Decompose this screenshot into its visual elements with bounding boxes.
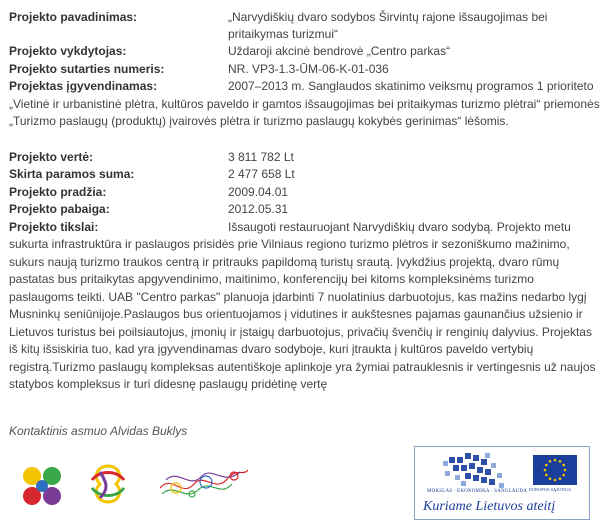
- project-contract-row: [9, 61, 601, 79]
- project-executor-value: Uždaroji akcinė bendrovė „Centro parkas“: [228, 44, 451, 58]
- project-funding-value: 2 477 658 Lt: [228, 167, 295, 181]
- project-funding-row: [9, 166, 601, 184]
- project-contract-value: NR. VP3-1.3-ŪM-06-K-01-036: [228, 61, 389, 76]
- project-implemented-value: 2007–2013 m. Sanglaudos skatinimo veiksmų programos 1 prioriteto: [228, 79, 594, 93]
- project-info: [9, 0, 601, 394]
- project-goals: [9, 219, 601, 394]
- project-value-row: [9, 149, 601, 167]
- pixel-map-icon: [441, 451, 511, 491]
- project-contract-label: Projekto sutarties numeris:: [9, 61, 165, 76]
- project-goals-label: Projekto tikslai:: [9, 219, 99, 234]
- flower-logo-icon: [20, 464, 64, 508]
- eu-funding-logo: [414, 446, 590, 520]
- project-name-value: „Narvydiškių dvaro sodybos Širvintų rajone išsaugojimas bei pritaikymas turizmui“: [228, 10, 548, 41]
- project-executor-row: [9, 43, 601, 61]
- project-value-value: 3 811 782 Lt: [228, 149, 294, 164]
- project-implemented-row: [9, 78, 601, 96]
- project-start-row: [9, 184, 601, 202]
- project-name-label: Projekto pavadinimas:: [9, 10, 138, 24]
- footer-logos: [0, 444, 609, 523]
- line-art-logo-icon: [156, 454, 252, 506]
- contact-person: Kontaktinis asmuo Alvidas Buklys: [9, 424, 188, 438]
- eu-union-label: EUROPOS SĄJUNGA: [529, 487, 572, 492]
- project-end-row: [9, 201, 601, 219]
- project-end-label: Projekto pabaiga:: [9, 202, 110, 216]
- project-start-label: Projekto pradžia:: [9, 184, 107, 199]
- knot-logo-icon: [84, 460, 132, 508]
- eu-org-line: MOKSLAS · EKONOMIKA · SANGLAUDA: [427, 489, 528, 494]
- project-implemented-continuation: „Vietinė ir urbanistinė plėtra, kultūros paveldo ir gamtos išsaugojimas bei pritaikymas turizmo plėtrai“ priemonės „Turizmo paslaugų (produktų) įvairovės plėtra ir turizmo paslaugų kokybės gerinimas“ lėšomis.: [9, 96, 600, 128]
- project-value-label: Projekto vertė:: [9, 149, 94, 164]
- project-executor-label: Projekto vykdytojas:: [9, 44, 127, 58]
- project-start-value: 2009.04.01: [228, 184, 289, 199]
- project-end-value: 2012.05.31: [228, 202, 289, 216]
- project-implemented-label: Projektas įgyvendinamas:: [9, 79, 158, 93]
- project-goals-value: Išsaugoti restauruojant Narvydiškių dvaro sodybą. Projekto metu sukurta infrastruktūra ir paslaugos prisidės prie Vilniaus regiono turizmo plėtros ir sezoniškumo mažinimo, sukurs naują turizmo traukos centrą ir pritrauks papildomą turistų srautą. Įvykdžius projektą, dvaro rūmų pastatas bus pritaikytas apgyvendinimo, maitinimo, konferencijų bei kitoms kompleksinėms turizmo paslaugoms teikti. UAB "Centro parkas" planuoja įdarbinti 7 nuolatinius darbuotojus, kas mažins nedarbo lygį Musninkų seniūnijoje.Paslaugos bus orientuojamos į vidutines ir aukštesnes pajamas gaunančius užsienio ir Lietuvos turistus bei poilsiautojus, įmonių ir įstaigų darbuotojus, privačių švenčių ir renginių dalyvius. Projektas iš kitų išsiskiria tuo, kad yra įgyvendinamas dvaro sodyboje, kuri įtraukta į kultūros paveldo vertybių registrą.Turizmo paslaugų kompleksas autentiškoje aplinkoje yra žymiai patrauklesnis ir vertingesnis už naujos statybos kompleksus ir turi didesnę paslaugų pridėtinę vertę: [9, 219, 596, 391]
- eu-flag-icon: [533, 455, 577, 485]
- project-funding-label: Skirta paramos suma:: [9, 167, 135, 181]
- eu-slogan: Kuriame Lietuvos ateitį: [423, 499, 556, 514]
- project-name-row: [9, 0, 601, 43]
